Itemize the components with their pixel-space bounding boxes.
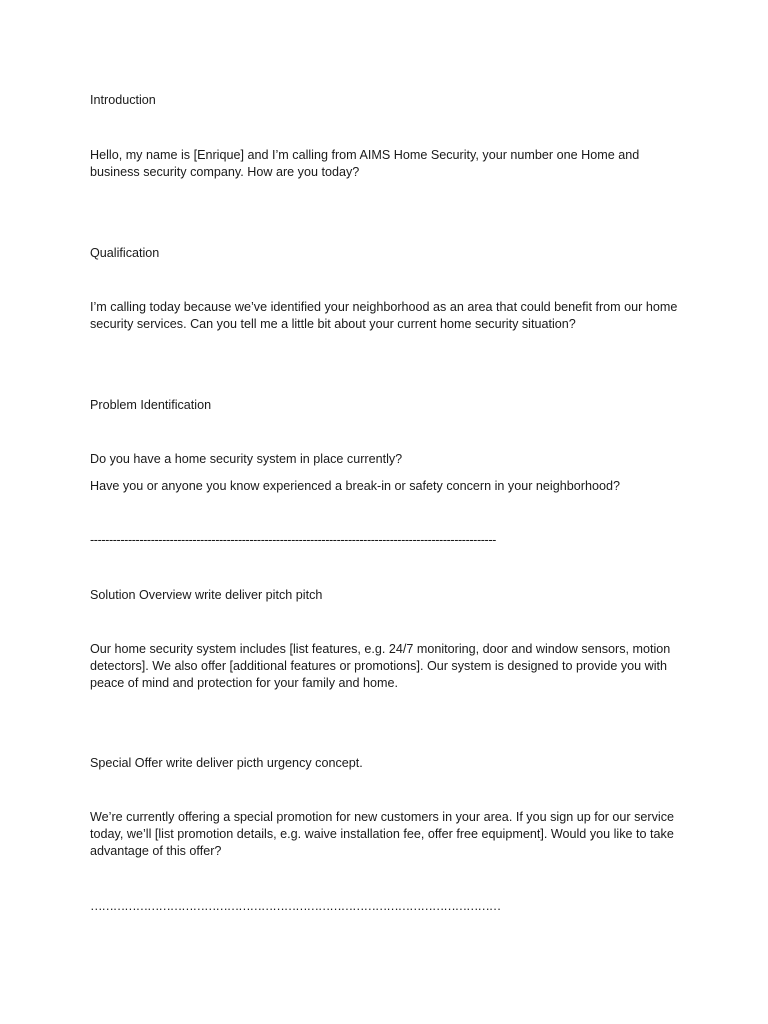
introduction-heading: Introduction [90, 93, 156, 107]
problem-question-2: Have you or anyone you know experienced a break-in or safety concern in your neighborhood? [90, 479, 620, 493]
qualification-paragraph: I’m calling today because we’ve identified your neighborhood as an area that could benefit from our home security services. Can you tell me a little bit about your current home security situation? [90, 300, 678, 331]
special-offer-heading: Special Offer write deliver picth urgency concept. [90, 756, 363, 770]
introduction-paragraph: Hello, my name is [Enrique] and I’m calling from AIMS Home Security, your number one Home and business security company. How are you today? [90, 148, 640, 179]
problem-identification-heading: Problem Identification [90, 398, 212, 412]
qualification-heading: Qualification [90, 246, 160, 260]
problem-question-1: Do you have a home security system in place currently? [90, 452, 403, 466]
solution-overview-paragraph: Our home security system includes [list features, e.g. 24/7 monitoring, door and window sensors, motion detectors]. We also offer [additional features or promotions]. Our system is designed to provide you with peace of mind and protection for your family and home. [90, 642, 671, 690]
special-offer-paragraph: We’re currently offering a special promotion for new customers in your area. If you sign up for our service today, we’ll [list promotion details, e.g. waive installation fee, offer free equipment]. Would you like to take advantage of this offer? [90, 810, 675, 858]
dotted-separator: ……………………………………………………………………………………………… [90, 899, 501, 913]
solution-overview-heading: Solution Overview write deliver pitch pitch [90, 588, 323, 602]
dashed-separator: ----------------------------------------------------------------------------------------------------------- [90, 533, 496, 547]
